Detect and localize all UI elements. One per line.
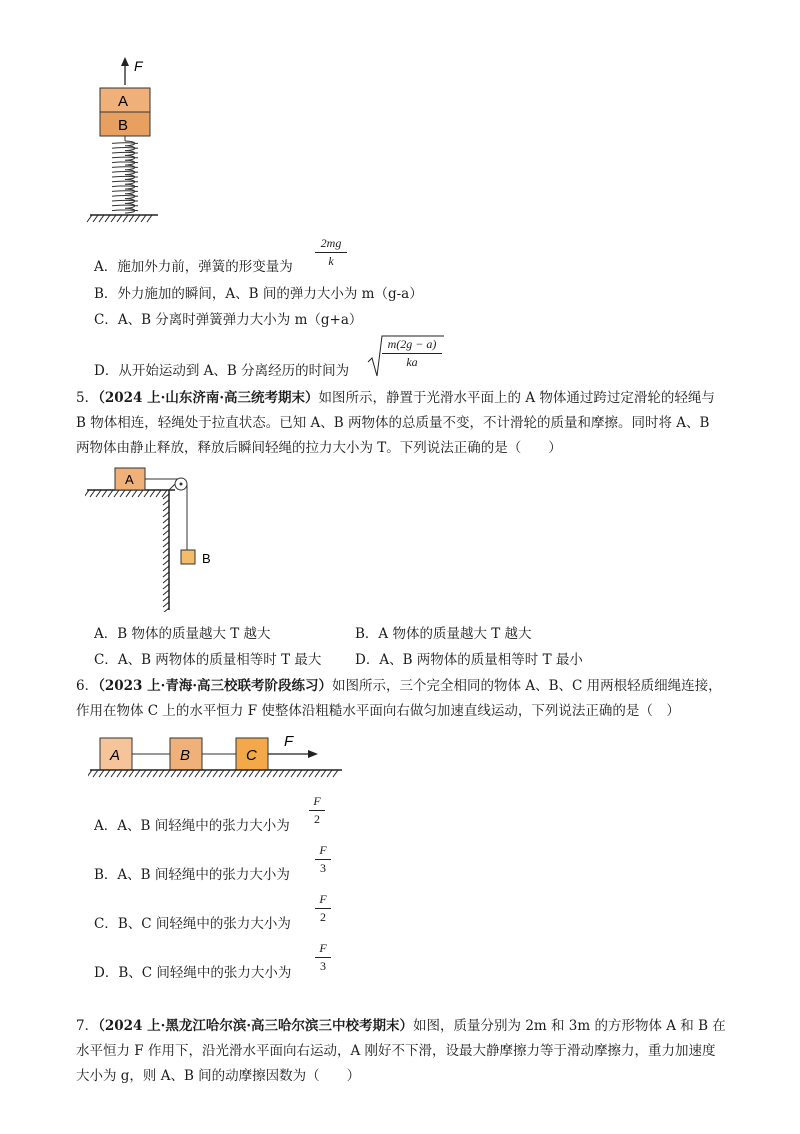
force-label-f: F: [134, 58, 143, 74]
q5-stem: [76, 386, 726, 461]
q6-number: 6．: [76, 678, 99, 694]
q5-text: 如图所示，静置于光滑水平面上的 A 物体通过跨过定滑轮的轻绳与 B 物体相连，轻绳处于拉直状态。已知 A、B 两物体的总质量不变，不计滑轮的质量和摩擦。同时将 A、B 两物体由静止释放，释放后瞬间轻绳的拉力大小为 T。下列说法正确的是（ ）: [76, 390, 715, 456]
block-b-label: B: [118, 117, 129, 134]
q4-option-a: A．施加外力前，弹簧的形变量为: [94, 259, 293, 275]
q5-block-a-label: A: [125, 472, 134, 487]
q6-option-b: B．A、B 间轻绳中的张力大小为: [94, 867, 290, 883]
q6-block-c-label: C: [246, 747, 257, 764]
q5-option-a: A．B 物体的质量越大 T 越大: [94, 626, 271, 642]
q4-option-a-fraction: 2mg k: [315, 236, 347, 269]
q5-option-b: B．A 物体的质量越大 T 越大: [355, 626, 532, 642]
q6-option-d: D．B、C 间轻绳中的张力大小为: [94, 965, 292, 981]
q6-stem: [76, 674, 726, 724]
q5-option-d: D．A、B 两物体的质量相等时 T 最小: [355, 652, 583, 668]
q6-force-label: F: [284, 733, 294, 750]
q6-option-a: A．A、B 间轻绳中的张力大小为: [94, 818, 290, 834]
spring-blocks-diagram: [80, 55, 170, 230]
q6-option-b-fraction: F 3: [315, 843, 331, 876]
block-a-label: A: [118, 93, 129, 110]
q7-text: 如图，质量分别为 2m 和 3m 的方形物体 A 和 B 在水平恒力 F 作用下，沿光滑水平面向右运动，A 刚好不下滑，设最大静摩擦力等于滑动摩擦力，重力加速度大小为 g，则 A、B 间的动摩擦因数为（ ）: [76, 1018, 726, 1084]
q6-block-a-label: A: [110, 747, 121, 764]
spring: [112, 136, 138, 213]
ground-hatch: [87, 215, 152, 222]
q4-option-c: C．A、B 分离时弹簧弹力大小为 m（g+a）: [94, 312, 363, 328]
q7-number: 7．: [76, 1018, 99, 1034]
q6-text: 如图所示，三个完全相同的物体 A、B、C 用两根轻质细绳连接，作用在物体 C 上的水平恒力 F 使整体沿粗糙水平面向右做匀加速直线运动，下列说法正确的是（ ）: [76, 678, 722, 719]
q6-option-c-fraction: F 2: [315, 892, 331, 925]
q7-stem: [76, 1014, 726, 1089]
q5-number: 5．: [76, 390, 99, 406]
three-blocks-diagram: [88, 730, 348, 788]
q5-option-c: C．A、B 两物体的质量相等时 T 最大: [94, 652, 322, 668]
q6-source: （2023 上·青海·高三校联考阶段练习）: [98, 678, 333, 694]
q6-option-d-fraction: F 3: [315, 941, 331, 974]
q4-option-d-fraction: m(2g − a) ka: [382, 337, 442, 370]
q6-option-c: C．B、C 间轻绳中的张力大小为: [94, 916, 291, 932]
q6-option-a-fraction: F 2: [309, 794, 325, 827]
q7-source: （2024 上·黑龙江哈尔滨·高三哈尔滨三中校考期末）: [98, 1018, 414, 1034]
q4-option-b: B．外力施加的瞬间，A、B 间的弹力大小为 m（g-a）: [94, 286, 423, 302]
q6-block-b-label: B: [180, 747, 191, 764]
pulley-diagram: [85, 462, 225, 612]
q5-source: （2024 上·山东济南·高三统考期末）: [98, 390, 319, 406]
q5-block-b-label: B: [202, 551, 211, 566]
q4-option-d: D．从开始运动到 A、B 分离经历的时间为: [94, 363, 350, 379]
